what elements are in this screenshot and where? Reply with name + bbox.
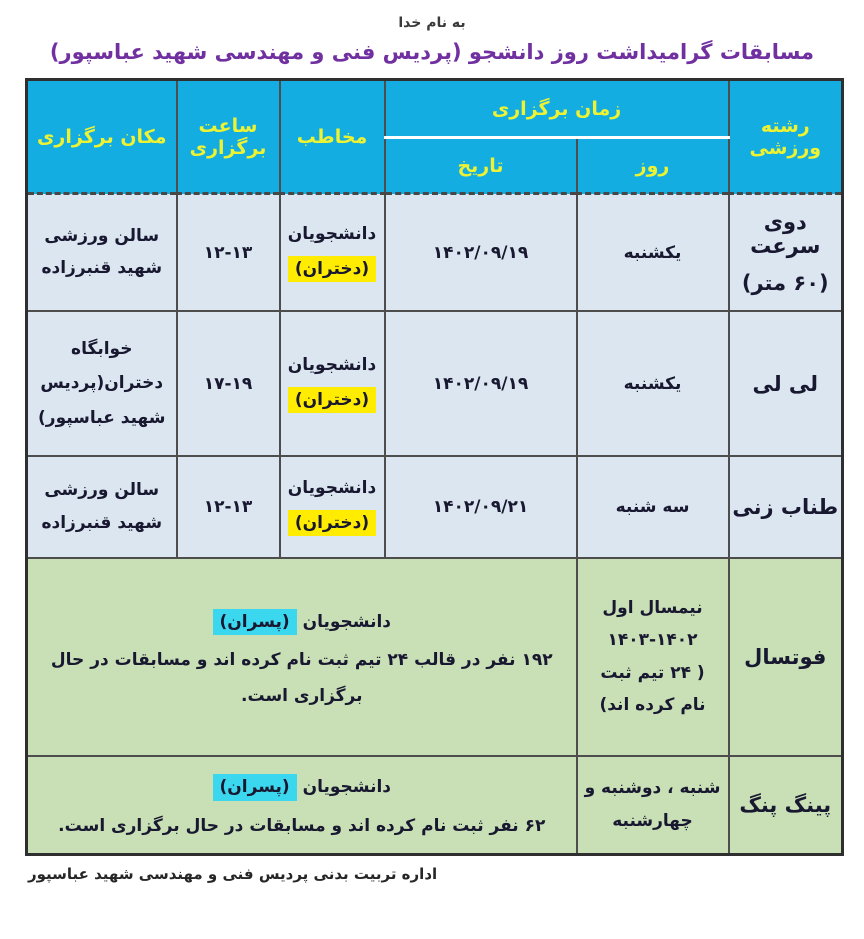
day-cell bbox=[577, 558, 729, 756]
day-line: نام کرده اند) bbox=[599, 695, 706, 716]
location-line: شهید عباسپور) bbox=[38, 407, 166, 428]
header-hour-line1: ساعت bbox=[198, 114, 258, 137]
table-row-rope bbox=[27, 456, 843, 558]
details-cell bbox=[27, 558, 577, 756]
header-hour-line2: برگزاری bbox=[189, 136, 267, 159]
day-line: شنبه ، دوشنبه و bbox=[584, 778, 721, 799]
audience-label: دانشجویان bbox=[287, 354, 377, 375]
audience-label: دانشجویان bbox=[287, 223, 377, 244]
date-cell bbox=[385, 194, 577, 312]
day-cell: یکشنبه bbox=[577, 311, 729, 456]
location-line: شهید قنبرزاده bbox=[41, 512, 163, 533]
table-row-leili bbox=[27, 311, 843, 456]
audience-line bbox=[30, 609, 574, 635]
bismillah-text: به نام خدا bbox=[398, 15, 466, 31]
date-value: ۱۴۰۲/۰۹/۱۹ bbox=[432, 242, 529, 263]
registration-line: ۱۹۲ نفر در قالب ۲۴ تیم ثبت نام کرده اند و مسابقات در حال bbox=[50, 650, 553, 671]
table-row-futsal bbox=[27, 558, 843, 756]
details-cell bbox=[27, 756, 577, 854]
table-header bbox=[27, 80, 843, 194]
audience-cell bbox=[280, 456, 385, 558]
date-cell bbox=[385, 311, 577, 456]
hour-value: ۱۲-۱۳ bbox=[203, 242, 253, 263]
sport-name: پینگ پنگ bbox=[729, 756, 843, 854]
hour-cell bbox=[177, 194, 280, 312]
date-cell bbox=[385, 456, 577, 558]
audience-label: دانشجویان bbox=[302, 777, 391, 798]
audience-highlight: (پسران) bbox=[213, 609, 297, 635]
sport-name: لی لی bbox=[729, 311, 843, 456]
sport-name bbox=[729, 194, 843, 312]
day-line: نیمسال اول bbox=[602, 597, 703, 618]
day-cell bbox=[577, 756, 729, 854]
sport-name: فوتسال bbox=[729, 558, 843, 756]
audience-highlight: (دختران) bbox=[288, 256, 376, 282]
audience-label: دانشجویان bbox=[287, 478, 377, 499]
day-line: ( ۲۴ تیم ثبت bbox=[600, 662, 705, 683]
audience-cell bbox=[280, 194, 385, 312]
header-sport: رشته ورزشی bbox=[729, 80, 843, 194]
sport-name: طناب زنی bbox=[729, 456, 843, 558]
location-line: شهید قنبرزاده bbox=[41, 258, 163, 279]
audience-highlight: (پسران) bbox=[213, 774, 297, 800]
location-line: خوابگاه bbox=[71, 338, 133, 359]
audience-highlight: (دختران) bbox=[288, 387, 376, 413]
hour-value: ۱۷-۱۹ bbox=[203, 373, 253, 394]
header-date: تاریخ bbox=[385, 138, 577, 194]
header-day: روز bbox=[577, 138, 729, 194]
table-row-sprint bbox=[27, 194, 843, 312]
hour-cell bbox=[177, 311, 280, 456]
page-title: مسابقات گرامیداشت روز دانشجو (پردیس فنی و مهندسی شهید عباسپور) bbox=[49, 40, 815, 64]
sport-line: (۶۰ متر) bbox=[741, 271, 829, 296]
location-cell bbox=[27, 311, 177, 456]
hour-value: ۱۲-۱۳ bbox=[203, 497, 253, 518]
registration-line: ۶۲ نفر ثبت نام کرده اند و مسابقات در حال برگزاری است. bbox=[58, 815, 546, 836]
audience-label: دانشجویان bbox=[302, 611, 391, 632]
header-location: مکان برگزاری bbox=[27, 80, 177, 194]
audience-highlight: (دختران) bbox=[288, 510, 376, 536]
footer-text: اداره تربیت بدنی پردیس فنی و مهندسی شهید عباسپور bbox=[28, 865, 438, 884]
schedule-table bbox=[25, 78, 844, 856]
audience-cell bbox=[280, 311, 385, 456]
registration-line: برگزاری است. bbox=[240, 685, 363, 706]
date-value: ۱۴۰۲/۰۹/۱۹ bbox=[432, 373, 529, 394]
header-audience: مخاطب bbox=[280, 80, 385, 194]
day-cell: سه شنبه bbox=[577, 456, 729, 558]
location-line: سالن ورزشی bbox=[44, 225, 160, 246]
sport-line: دوی سرعت bbox=[750, 210, 821, 259]
hour-cell bbox=[177, 456, 280, 558]
header-hour bbox=[177, 80, 280, 194]
header-time-group: زمان برگزاری bbox=[385, 80, 729, 138]
date-value: ۱۴۰۲/۰۹/۲۱ bbox=[432, 497, 529, 518]
table-row-pingpong bbox=[27, 756, 843, 854]
location-cell bbox=[27, 456, 177, 558]
day-line: چهارشنبه bbox=[612, 810, 693, 831]
audience-line bbox=[30, 774, 574, 800]
location-cell bbox=[27, 194, 177, 312]
day-cell: یکشنبه bbox=[577, 194, 729, 312]
location-line: سالن ورزشی bbox=[44, 480, 160, 501]
day-line: ۱۴۰۳-۱۴۰۲ bbox=[607, 630, 698, 651]
location-line: دختران(پردیس bbox=[40, 373, 164, 394]
